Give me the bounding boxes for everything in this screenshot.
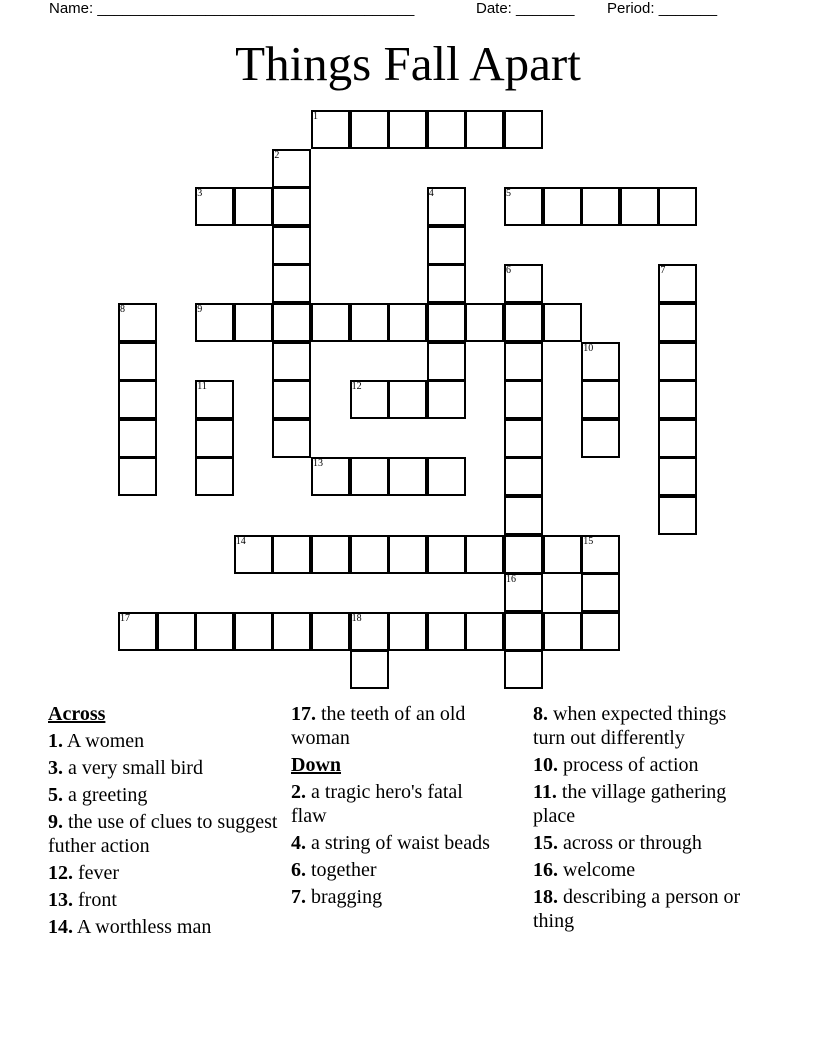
grid-cell[interactable] bbox=[427, 264, 466, 303]
grid-cell[interactable] bbox=[388, 612, 427, 651]
grid-cell[interactable] bbox=[350, 303, 389, 342]
name-field[interactable]: Name: ______________________________________ bbox=[49, 0, 415, 17]
grid-cell[interactable] bbox=[427, 535, 466, 574]
clue-down-10: 10. process of action bbox=[533, 754, 699, 776]
grid-number: 13 bbox=[313, 458, 323, 470]
grid-cell[interactable] bbox=[658, 342, 697, 381]
grid-cell[interactable] bbox=[118, 380, 157, 419]
grid-cell[interactable] bbox=[658, 303, 697, 342]
grid-cell[interactable] bbox=[272, 342, 311, 381]
grid-cell[interactable] bbox=[581, 187, 620, 226]
grid-cell[interactable] bbox=[504, 303, 543, 342]
clue-down-7: 7. bragging bbox=[291, 886, 383, 908]
grid-cell[interactable] bbox=[272, 264, 311, 303]
grid-cell[interactable] bbox=[272, 419, 311, 458]
grid-cell[interactable] bbox=[543, 535, 582, 574]
clue-down-2: 2. a tragic hero's fatal flaw bbox=[291, 781, 463, 827]
grid-cell[interactable] bbox=[388, 110, 427, 149]
clue-across-9: 9. the use of clues to suggest futher action bbox=[48, 811, 278, 857]
grid-cell[interactable] bbox=[543, 187, 582, 226]
grid-cell[interactable] bbox=[272, 303, 311, 342]
grid-cell[interactable] bbox=[234, 303, 273, 342]
grid-cell[interactable] bbox=[350, 650, 389, 689]
down-heading: Down bbox=[291, 754, 342, 776]
grid-cell[interactable] bbox=[543, 612, 582, 651]
grid-number: 3 bbox=[197, 188, 203, 200]
grid-cell[interactable] bbox=[504, 612, 543, 651]
grid-number: 15 bbox=[583, 535, 594, 547]
grid-number: 9 bbox=[197, 304, 203, 315]
grid-cell[interactable] bbox=[581, 380, 620, 419]
grid-cell[interactable] bbox=[504, 650, 543, 689]
grid-cell[interactable] bbox=[234, 187, 273, 226]
grid-number: 11 bbox=[197, 381, 207, 393]
grid-cell[interactable] bbox=[504, 380, 543, 419]
grid-cell[interactable] bbox=[581, 573, 620, 612]
clue-column-1 bbox=[48, 702, 288, 942]
clue-down-4: 4. a string of waist beads bbox=[291, 832, 490, 854]
grid-cell[interactable] bbox=[504, 342, 543, 381]
grid-cell[interactable] bbox=[350, 457, 389, 496]
grid-number: 18 bbox=[351, 612, 362, 624]
grid-cell[interactable] bbox=[427, 380, 466, 419]
clue-down-15: 15. across or through bbox=[533, 832, 702, 854]
grid-cell[interactable] bbox=[118, 342, 157, 381]
grid-cell[interactable] bbox=[504, 496, 543, 535]
grid-cell[interactable] bbox=[388, 380, 427, 419]
grid-cell[interactable] bbox=[427, 342, 466, 381]
grid-cell[interactable] bbox=[658, 419, 697, 458]
grid-cell[interactable] bbox=[465, 303, 504, 342]
grid-cell[interactable] bbox=[465, 612, 504, 651]
across-heading: Across bbox=[48, 703, 106, 725]
clue-down-8: 8. when expected things turn out differently bbox=[533, 703, 727, 749]
clue-across-3: 3. a very small bird bbox=[48, 757, 203, 779]
grid-number: 2 bbox=[274, 149, 280, 161]
grid-cell[interactable] bbox=[272, 380, 311, 419]
clue-down-18: 18. describing a person or thing bbox=[533, 886, 741, 932]
grid-cell[interactable] bbox=[658, 496, 697, 535]
grid-cell[interactable] bbox=[465, 110, 504, 149]
grid-cell[interactable] bbox=[350, 535, 389, 574]
grid-cell[interactable] bbox=[504, 457, 543, 496]
clue-across-17: 17. the teeth of an old woman bbox=[291, 703, 466, 749]
clue-across-5: 5. a greeting bbox=[48, 784, 148, 806]
grid-cell[interactable] bbox=[311, 612, 350, 651]
date-field[interactable]: Date: _______ bbox=[476, 0, 575, 17]
grid-cell[interactable] bbox=[427, 457, 466, 496]
grid-cell[interactable] bbox=[581, 419, 620, 458]
grid-cell[interactable] bbox=[195, 612, 234, 651]
grid-cell[interactable] bbox=[658, 457, 697, 496]
clue-column-2 bbox=[291, 702, 491, 912]
grid-number: 17 bbox=[120, 612, 130, 624]
grid-cell[interactable] bbox=[157, 612, 196, 651]
grid-cell[interactable] bbox=[658, 187, 697, 226]
clue-across-14: 14. A worthless man bbox=[48, 916, 212, 938]
grid-cell[interactable] bbox=[118, 457, 157, 496]
grid-number: 12 bbox=[351, 381, 362, 393]
grid-cell[interactable] bbox=[272, 187, 311, 226]
grid-cell[interactable] bbox=[581, 612, 620, 651]
clue-across-12: 12. fever bbox=[48, 862, 120, 884]
grid-cell[interactable] bbox=[311, 303, 350, 342]
grid-cell[interactable] bbox=[427, 612, 466, 651]
grid-number: 14 bbox=[235, 535, 246, 547]
grid-cell[interactable] bbox=[118, 419, 157, 458]
clue-column-3 bbox=[533, 702, 753, 936]
grid-cell[interactable] bbox=[504, 110, 543, 149]
clue-down-11: 11. the village gathering place bbox=[533, 781, 727, 827]
period-field[interactable]: Period: _______ bbox=[607, 0, 718, 17]
grid-cell[interactable] bbox=[272, 226, 311, 265]
grid-number: 7 bbox=[660, 265, 666, 277]
grid-cell[interactable] bbox=[504, 535, 543, 574]
grid-number: 6 bbox=[506, 265, 511, 277]
grid-number: 8 bbox=[120, 304, 125, 315]
clue-down-6: 6. together bbox=[291, 859, 377, 881]
grid-cell[interactable] bbox=[234, 612, 273, 651]
grid-cell[interactable] bbox=[311, 535, 350, 574]
grid-cell[interactable] bbox=[272, 535, 311, 574]
grid-number: 5 bbox=[506, 188, 511, 200]
clue-across-13: 13. front bbox=[48, 889, 117, 911]
grid-number: 1 bbox=[313, 111, 318, 122]
grid-number: 4 bbox=[428, 188, 434, 200]
grid-cell[interactable] bbox=[272, 612, 311, 651]
grid-number: 10 bbox=[583, 342, 594, 354]
grid-cell[interactable] bbox=[427, 226, 466, 265]
grid-cell[interactable] bbox=[388, 535, 427, 574]
clue-across-1: 1. A women bbox=[48, 730, 145, 752]
grid-number: 16 bbox=[506, 574, 516, 586]
grid-cell[interactable] bbox=[620, 187, 659, 226]
grid-cell[interactable] bbox=[388, 303, 427, 342]
grid-cell[interactable] bbox=[658, 380, 697, 419]
grid-cell[interactable] bbox=[427, 110, 466, 149]
grid-cell[interactable] bbox=[195, 419, 234, 458]
grid-cell[interactable] bbox=[465, 535, 504, 574]
grid-cell[interactable] bbox=[543, 303, 582, 342]
page-title: Things Fall Apart bbox=[235, 36, 581, 91]
grid-cell[interactable] bbox=[388, 457, 427, 496]
clue-down-16: 16. welcome bbox=[533, 859, 636, 881]
grid-cell[interactable] bbox=[504, 419, 543, 458]
grid-cell[interactable] bbox=[195, 457, 234, 496]
grid-cell[interactable] bbox=[350, 110, 389, 149]
grid-cell[interactable] bbox=[427, 303, 466, 342]
